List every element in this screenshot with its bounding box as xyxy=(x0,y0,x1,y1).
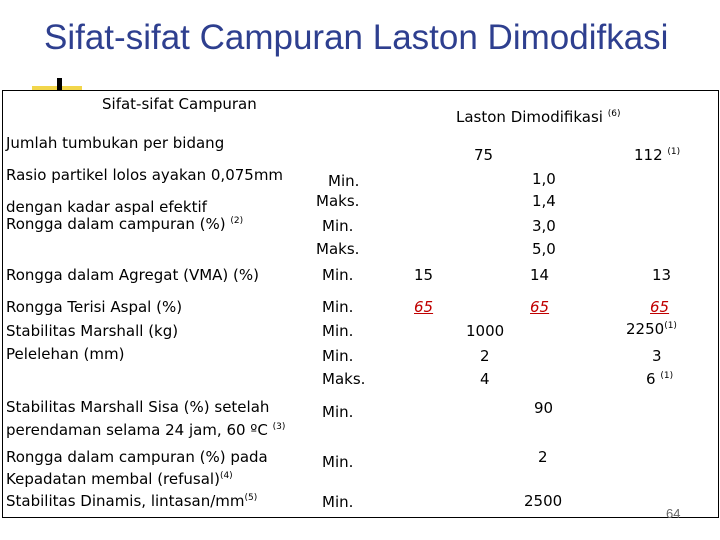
row-rasio-label2: dengan kadar aspal efektif xyxy=(6,198,207,216)
row-vma-label: Rongga dalam Agregat (VMA) (%) xyxy=(6,266,259,284)
row-rongga-min: Min. xyxy=(322,217,354,235)
row-vma-min: Min. xyxy=(322,266,354,284)
row-rongga-max-val: 5,0 xyxy=(532,240,556,258)
row-stabilitas-v1: 1000 xyxy=(466,322,505,340)
page-number: 64 xyxy=(666,506,681,521)
row-refusal-label: Rongga dalam campuran (%) pada xyxy=(6,448,268,466)
row-pelelehan-label: Pelelehan (mm) xyxy=(6,345,125,363)
row-vfa-label: Rongga Terisi Aspal (%) xyxy=(6,298,183,316)
row-tumbukan-label: Jumlah tumbukan per bidang xyxy=(6,134,225,152)
page-title: Sifat-sifat Campuran Laston Dimodifkasi xyxy=(44,18,669,57)
row-rasio-max: Maks. xyxy=(316,192,360,210)
row-rongga-max: Maks. xyxy=(316,240,360,258)
row-vfa-v2: 65 xyxy=(530,298,550,316)
row-pelelehan-min-v2: 3 xyxy=(652,347,662,365)
row-pelelehan-min: Min. xyxy=(322,347,354,365)
row-vma-v3: 13 xyxy=(652,266,672,284)
row-pelelehan-max-v1: 4 xyxy=(480,370,490,388)
row-sisa-label: Stabilitas Marshall Sisa (%) setelah xyxy=(6,398,270,416)
header-laston: Laston Dimodifikasi $^{(6)}$ xyxy=(456,108,621,126)
row-rasio-min: Min. xyxy=(328,172,360,190)
row-pelelehan-min-v1: 2 xyxy=(480,347,490,365)
row-refusal-min: Min. xyxy=(322,453,354,471)
row-pelelehan-max: Maks. xyxy=(322,370,366,388)
row-rongga-min-val: 3,0 xyxy=(532,217,556,235)
row-dinamis-min: Min. xyxy=(322,493,354,511)
row-pelelehan-max-v2: 6 $^{(1)}$ xyxy=(646,370,674,388)
row-sisa-label2: perendaman selama 24 jam, 60 ºC $^{(3)}$ xyxy=(6,421,286,439)
row-vfa-v3: 65 xyxy=(650,298,670,316)
row-dinamis-val: 2500 xyxy=(524,492,563,510)
row-rasio-label: Rasio partikel lolos ayakan 0,075mm xyxy=(6,166,284,184)
row-stabilitas-min: Min. xyxy=(322,322,354,340)
row-tumbukan-v1: 75 xyxy=(474,146,494,164)
row-stabilitas-label: Stabilitas Marshall (kg) xyxy=(6,322,179,340)
row-rasio-min-val: 1,0 xyxy=(532,170,556,188)
row-sisa-val: 90 xyxy=(534,399,554,417)
row-tumbukan-v2: 112 $^{(1)}$ xyxy=(634,146,681,164)
row-vma-v1: 15 xyxy=(414,266,434,284)
row-rongga-label: Rongga dalam campuran (%) $^{(2)}$ xyxy=(6,215,244,233)
row-vfa-v1: 65 xyxy=(414,298,434,316)
row-vma-v2: 14 xyxy=(530,266,550,284)
row-sisa-min: Min. xyxy=(322,403,354,421)
row-refusal-val: 2 xyxy=(538,448,548,466)
row-refusal-label2: Kepadatan membal (refusal)$^{(4)}$ xyxy=(6,470,233,488)
row-dinamis-label: Stabilitas Dinamis, lintasan/$mm^{(5)}$ xyxy=(6,492,258,510)
row-vfa-min: Min. xyxy=(322,298,354,316)
row-stabilitas-v2: 2250$^{(1)}$ xyxy=(626,320,677,338)
row-rasio-max-val: 1,4 xyxy=(532,192,556,210)
header-property: Sifat-sifat Campuran xyxy=(102,95,257,113)
